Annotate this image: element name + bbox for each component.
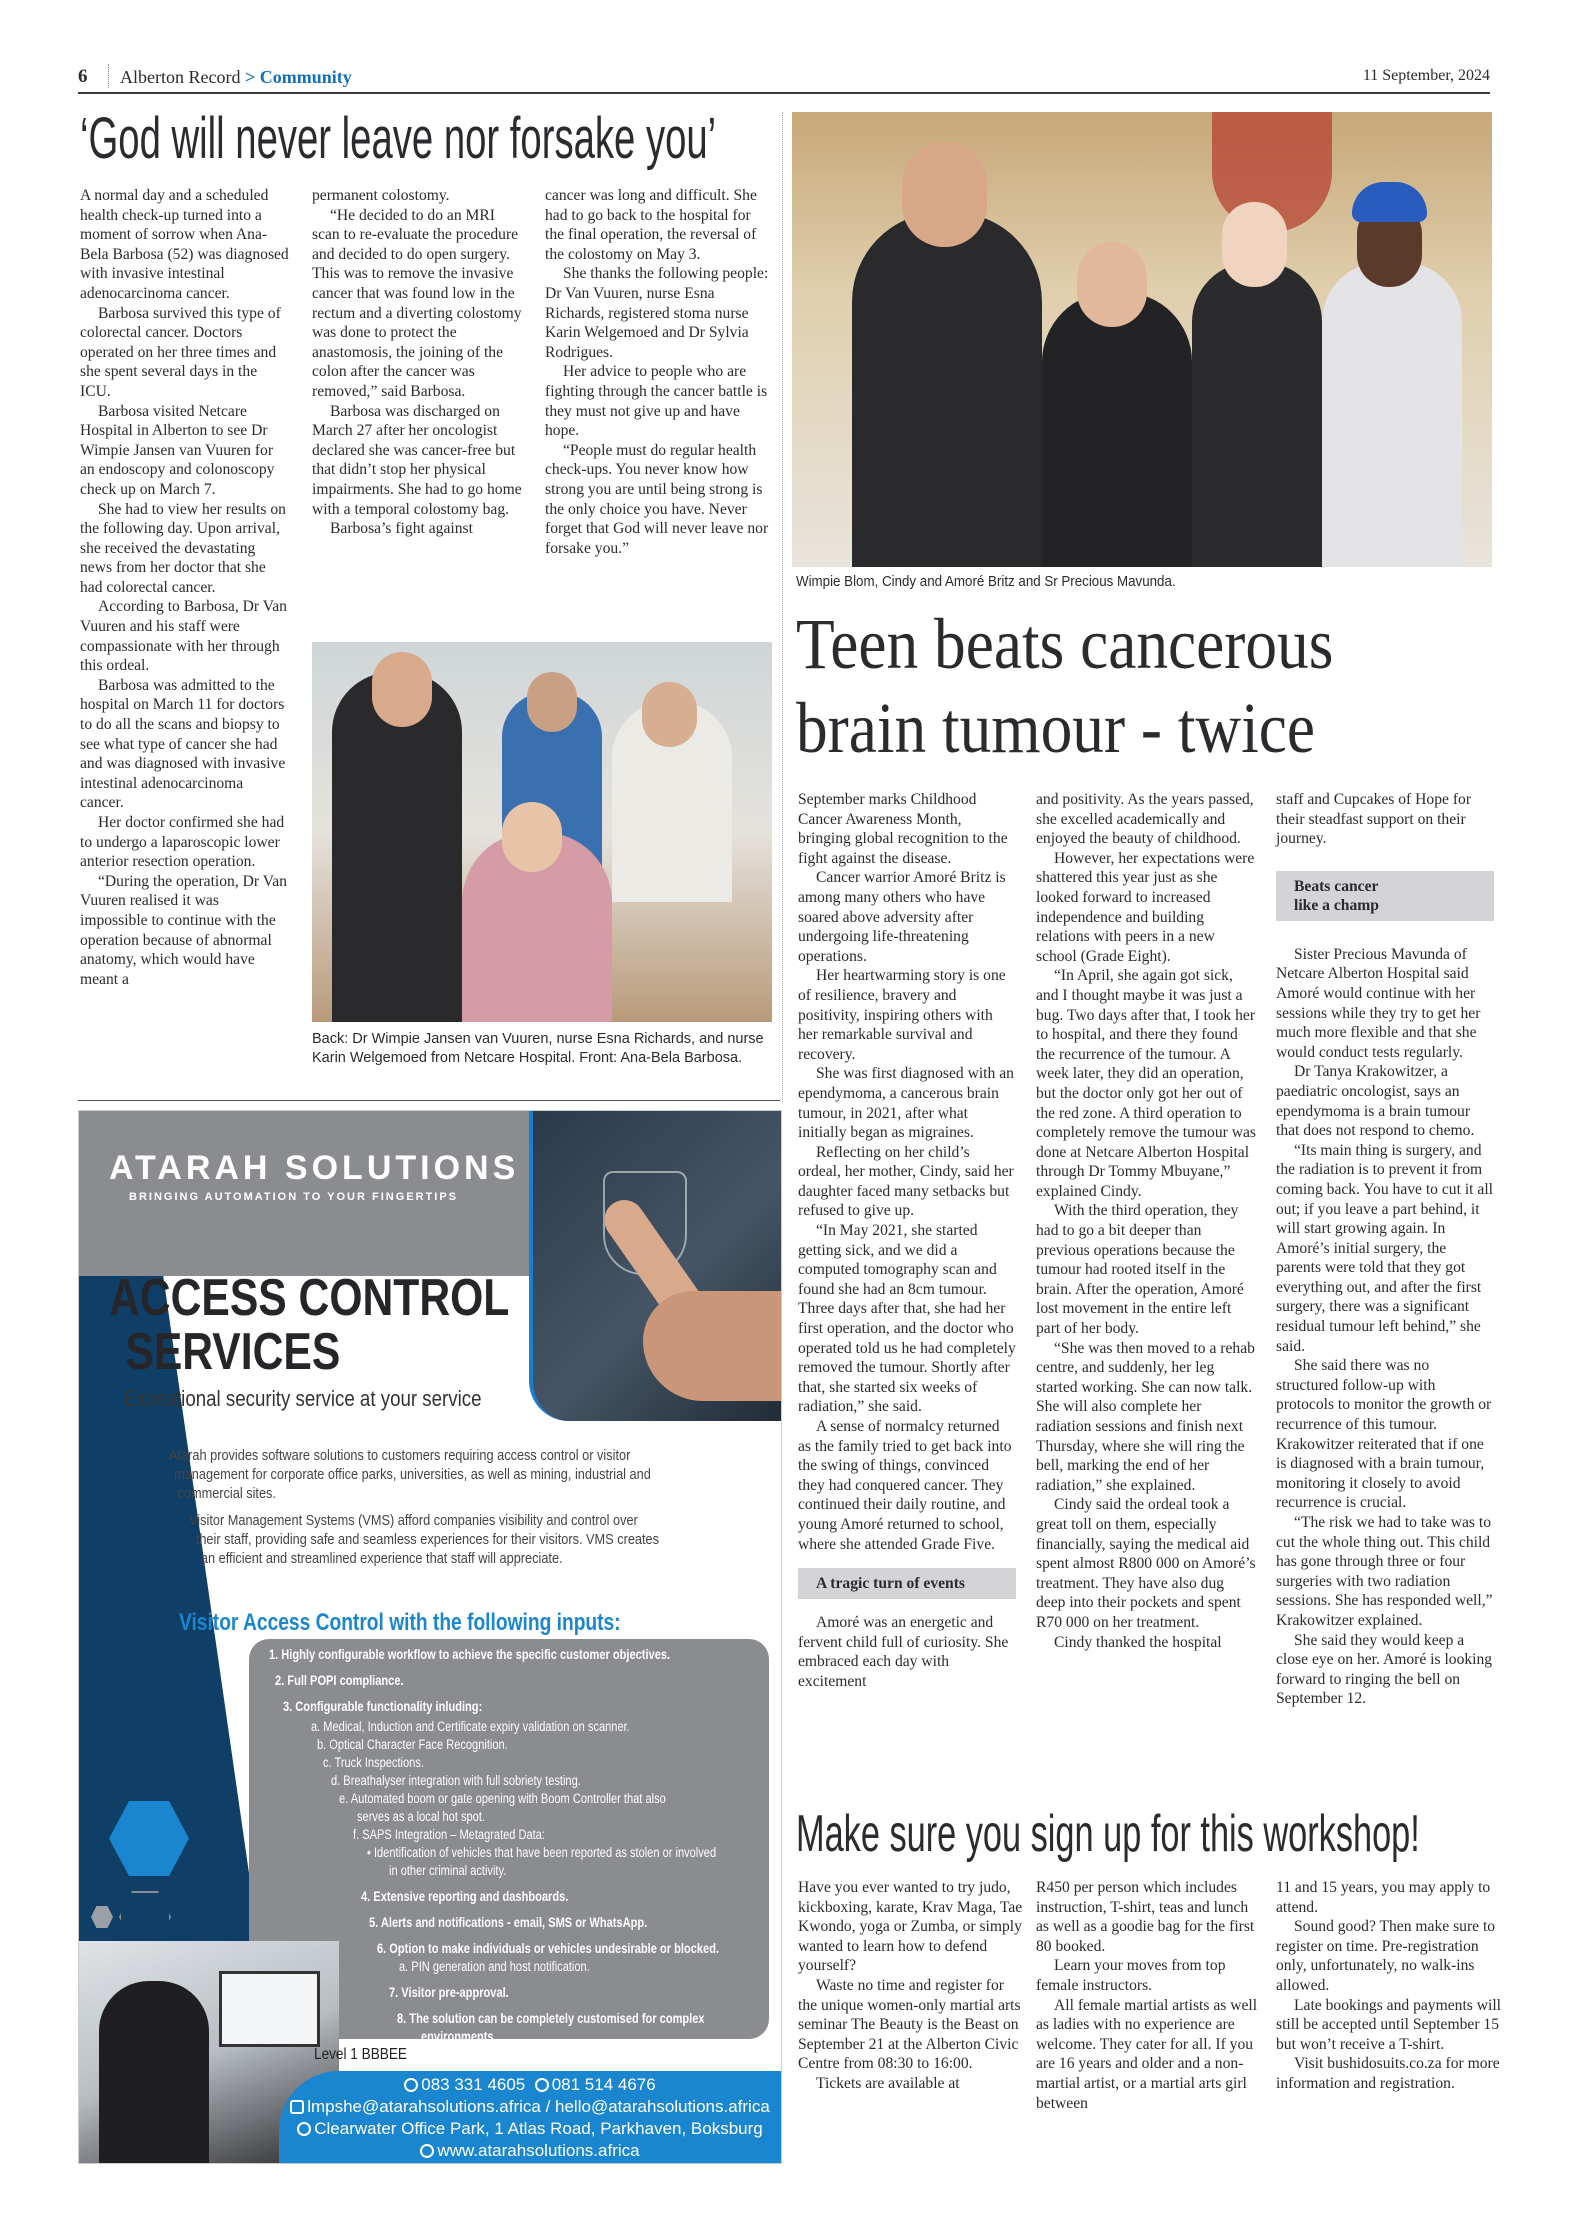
paragraph: Have you ever wanted to try judo, kickboxing, karate, Krav Maga, Tae Kwondo, yoga or Zumba, or simply wanted to learn how to defend yourself? <box>798 1879 1023 1975</box>
paragraph: “The risk we had to take was to cut the whole thing out. This child has gone through three or four surgeries with two radiation sessions. She has responded well,” Krakowitzer explained. <box>1276 1514 1493 1629</box>
article3-column-2 <box>1036 1878 1261 2113</box>
section-name[interactable]: Community <box>259 67 352 87</box>
ad-list-item: f. SAPS Integration – Metagrated Data: <box>353 1827 545 1842</box>
article3-column-3 <box>1276 1878 1501 2094</box>
paragraph: Reflecting on her child’s ordeal, her mother, Cindy, said her daughter faced many setbacks but refused to give up. <box>798 1143 1014 1220</box>
publication-breadcrumb <box>120 67 352 88</box>
ad-list-item: b. Optical Character Face Recognition. <box>317 1737 508 1752</box>
article1-photo <box>312 642 772 1022</box>
ad-title <box>109 1271 509 1379</box>
ad-address <box>279 2119 781 2139</box>
ad-p2-line: an efficient and streamlined experience that staff will appreciate. <box>200 1550 563 1567</box>
atarah-logo: ATARAH SOLUTIONS <box>109 1149 520 1187</box>
ad-subtitle: Exceptional security service at your service <box>124 1386 482 1411</box>
article1-column-2 <box>312 186 524 539</box>
bbbee-level: Level 1 BBBEE <box>314 2046 407 2063</box>
ad-p1-line: management for corporate office parks, universities, as well as mining, industrial and <box>174 1466 651 1483</box>
ad-p2-line: their staff, providing safe and seamless experiences for their visitors. VMS creates <box>195 1531 660 1548</box>
paragraph: Dr Tanya Krakowitzer, a paediatric oncologist, says an ependymoma is a brain tumour that does not respond to chemo. <box>1276 1063 1475 1140</box>
article2-column-1 <box>798 790 1016 1692</box>
ad-list-item: • Identification of vehicles that have been reported as stolen or involved <box>367 1845 717 1860</box>
person-shape <box>99 1981 209 2164</box>
fingerprint-hand-image <box>529 1111 782 1421</box>
header-divider <box>108 64 109 88</box>
phone-number[interactable]: 083 331 4605 <box>421 2075 526 2094</box>
ad-list-item: 8. The solution can be completely customised for complex <box>397 2011 705 2026</box>
ad-list-item: in other criminal activity. <box>389 1863 507 1878</box>
article2-headline-line2: brain tumour - twice <box>796 688 1316 768</box>
ad-emails <box>279 2097 781 2117</box>
paragraph: “People must do regular health check-ups. You never know how strong you are until being strong is the only choice you have. Never forget that God will never leave nor forsake you.” <box>545 441 769 557</box>
paragraph: cancer was long and difficult. She had to go back to the hospital for the final operation, the reversal of the colostomy on May 3. <box>545 187 757 263</box>
ad-list-item: 3. Configurable functionality inluding: <box>283 1699 483 1714</box>
ad-list-item: 7. Visitor pre-approval. <box>389 1985 509 2000</box>
ad-list-item: e. Automated boom or gate opening with Boom Controller that also <box>339 1791 666 1806</box>
paragraph: staff and Cupcakes of Hope for their steadfast support on their journey. <box>1276 791 1472 848</box>
paragraph: Barbosa survived this type of colorectal cancer. Doctors operated on her three times and she spent several days in the ICU. <box>80 304 281 400</box>
paragraph: Her doctor confirmed she had to undergo a laparoscopic lower anterior resection operation. <box>80 814 285 871</box>
article1-photo-caption: Back: Dr Wimpie Jansen van Vuuren, nurse Esna Richards, and nurse Karin Welgemoed from Netcare Hospital. Front: Ana-Bela Barbosa. <box>312 1031 764 1066</box>
paragraph: Waste no time and register for the unique women-only martial arts seminar The Beauty is the Beast on September 21 at the Alberton Civic Centre from 08:30 to 16:00. <box>798 1976 1021 2073</box>
ad-list-item: a. PIN generation and host notification. <box>399 1959 590 1974</box>
atarah-advert[interactable] <box>78 1110 782 2164</box>
subhead-line: like a champ <box>1294 896 1379 914</box>
paragraph: and positivity. As the years passed, she excelled academically and enjoyed the beauty of childhood. <box>1036 791 1254 848</box>
paragraph: She said there was no structured follow-up with protocols to monitor the growth or recurrence of this tumour. Krakowitzer reiterated that if one is diagnosed with a brain tumour, monitoring it closely to avoid recurrence is crucial. <box>1276 1357 1492 1512</box>
article1-column-3 <box>545 186 770 558</box>
column-divider <box>782 112 783 1102</box>
paragraph: However, her expectations were shattered this year just as she looked forward to increased independence and building relations with peers in a new school (Grade Eight). <box>1036 849 1255 965</box>
hand-shape <box>643 1291 782 1401</box>
paragraph: Barbosa’s fight against <box>330 520 473 538</box>
address-text: Clearwater Office Park, 1 Atlas Road, Parkhaven, Boksburg <box>314 2119 763 2138</box>
breadcrumb-separator: > <box>244 67 256 87</box>
paragraph: According to Barbosa, Dr Van Vuuren and his staff were compassionate with her through this ordeal. <box>80 598 287 675</box>
paragraph: A sense of normalcy returned as the family tried to get back into the swing of things, convinced they had conquered cancer. They continued their daily routine, and young Amoré returned to school, where she attended Grade Five. <box>798 1418 1012 1553</box>
ad-list-item: d. Breathalyser integration with full sobriety testing. <box>331 1773 581 1788</box>
paragraph: 11 and 15 years, you may apply to attend. <box>1276 1879 1491 1916</box>
article2-column-3 <box>1276 790 1494 1709</box>
phone-icon <box>404 2078 418 2092</box>
article2-photo <box>792 112 1492 567</box>
monitor-shape <box>219 1971 320 2047</box>
paragraph: September marks Childhood Cancer Awareness Month, bringing global recognition to the fight against the disease. <box>798 791 1008 867</box>
ad-contact-band <box>279 2071 781 2163</box>
ad-list-item: environments. <box>421 2029 497 2044</box>
subhead-beats-cancer <box>1276 871 1494 921</box>
paragraph: Sound good? Then make sure to register on time. Pre-registration only, unfortunately, no walk-ins allowed. <box>1276 1918 1496 1994</box>
email-addresses[interactable]: lmpshe@atarahsolutions.africa / hello@atarahsolutions.africa <box>307 2097 770 2116</box>
ad-list-item: a. Medical, Induction and Certificate expiry validation on scanner. <box>311 1719 630 1734</box>
article1-column-1 <box>80 186 290 989</box>
ad-title-line1: ACCESS CONTROL <box>109 1269 510 1327</box>
publication-name: Alberton Record <box>120 67 241 87</box>
paragraph: Amoré was an energetic and fervent child full of curiosity. She embraced each day with excitement <box>798 1614 1009 1690</box>
ad-list-item: 1. Highly configurable workflow to achieve the specific customer objectives. <box>269 1647 671 1662</box>
paragraph: Barbosa was admitted to the hospital on March 11 for doctors to do all the scans and biopsy to see what type of cancer she had and was diagnosed with invasive intestinal adenocarcinoma cancer. <box>80 676 286 812</box>
subhead-tragic-turn: A tragic turn of events <box>798 1568 1016 1599</box>
paragraph: “During the operation, Dr Van Vuuren realised it was impossible to continue with the operation because of abnormal anatomy, which would have meant a <box>80 872 287 988</box>
paragraph: permanent colostomy. <box>312 187 450 204</box>
paragraph: Barbosa was discharged on March 27 after her oncologist declared she was cancer-free but that didn’t stop her physical impairments. She had to go home with a temporal colostomy bag. <box>312 402 522 518</box>
email-icon <box>290 2100 304 2114</box>
website-link[interactable]: www.atarahsolutions.africa <box>437 2141 640 2160</box>
paragraph: Cancer warrior Amoré Britz is among many others who have soared above adversity after undergoing life-threatening operations. <box>798 869 1006 965</box>
ad-paragraph-2 <box>189 1511 659 1568</box>
paragraph: “She was then moved to a rehab centre, and suddenly, her leg started working. She can now talk. She will also complete her radiation sessions and finish next Thursday, where she will ring the bell, marking the end of her radiation,” she explained. <box>1036 1339 1255 1494</box>
paragraph: Learn your moves from top female instructors. <box>1036 1957 1226 1994</box>
article3-headline: Make sure you sign up for this workshop! <box>796 1805 1420 1863</box>
paragraph: She said they would keep a close eye on her. Amoré is looking forward to ringing the bell on September 12. <box>1276 1631 1493 1708</box>
ad-list-item: 5. Alerts and notifications - email, SMS or WhatsApp. <box>369 1915 648 1930</box>
paragraph: “In May 2021, she started getting sick, and we did a computed tomography scan and found she had an 8cm tumour. Three days after that, she had her first operation, and the doctor who operated told us he had completely removed the tumour. Shortly after that, she started six weeks of radiation,” she said. <box>798 1222 1016 1416</box>
paragraph: A normal day and a scheduled health check-up turned into a moment of sorrow when Ana-Bela Barbosa (52) was diagnosed with invasive intestinal adenocarcinoma cancer. <box>80 187 289 302</box>
ad-p1-line: commercial sites. <box>177 1485 276 1502</box>
article2-column-2 <box>1036 790 1256 1652</box>
article2-headline-line1: Teen beats cancerous <box>796 604 1334 684</box>
ad-phones <box>279 2075 781 2095</box>
ad-list-item: 6. Option to make individuals or vehicles undesirable or blocked. <box>377 1941 720 1956</box>
paragraph: R450 per person which includes instruction, T-shirt, teas and lunch as well as a goodie bag for the first 80 booked. <box>1036 1879 1255 1955</box>
ad-paragraph-1 <box>169 1446 651 1503</box>
paragraph: Barbosa visited Netcare Hospital in Alberton to see Dr Wimpie Jansen van Vuuren for an endoscopy and colonoscopy check up on March 7. <box>80 402 275 498</box>
paragraph: Cindy thanked the hospital <box>1054 1633 1222 1651</box>
whatsapp-number[interactable]: 081 514 4676 <box>551 2075 656 2094</box>
article1-headline: ‘God will never leave nor forsake you’ <box>80 106 717 171</box>
article3-column-1 <box>798 1878 1023 2094</box>
ad-title-line2: SERVICES <box>125 1323 341 1381</box>
paragraph: “Its main thing is surgery, and the radiation is to prevent it from coming back. You have to cut it all out; if you leave a part behind, it will start growing again. In Amoré’s initial surgery, the parents were told that they got everything out, and after the first surgery, there was a significant residual tumour left behind,” she said. <box>1276 1141 1493 1355</box>
ad-list-item: serves as a local hot spot. <box>357 1809 485 1824</box>
ad-list-item: 2. Full POPI compliance. <box>275 1673 404 1688</box>
article2-headline <box>796 602 1333 770</box>
paragraph: Her advice to people who are fighting through the cancer battle is they must not give up and have hope. <box>545 363 768 440</box>
whatsapp-icon <box>535 2078 549 2092</box>
ad-p2-line: Visitor Management Systems (VMS) afford companies visibility and control over <box>189 1512 638 1529</box>
paragraph: She thanks the following people: Dr Van Vuuren, nurse Esna Richards, registered stoma nurse Karin Welgemoed and Dr Sylvia Rodrigues. <box>545 265 769 361</box>
paragraph: All female martial artists as well as ladies with no experience are welcome. They cater for all. If you are 16 years and older and a non-martial artist, or a martial arts girl between <box>1036 1996 1258 2112</box>
paragraph: “He decided to do an MRI scan to re-evaluate the procedure and decided to do open surgery. This was to remove the invasive cancer that was found low in the rectum and a diverting colostomy was done to protect the anastomosis, the joining of the colon after the cancer was removed,” said Barbosa. <box>312 206 522 400</box>
paragraph: With the third operation, they had to go a bit deeper than previous operations because the tumour had rooted itself in the brain. After the operation, Amoré lost movement in the entire left part of her body. <box>1036 1202 1244 1338</box>
globe-icon <box>420 2144 434 2158</box>
issue-date: 11 September, 2024 <box>1362 67 1490 84</box>
article2-photo-caption: Wimpie Blom, Cindy and Amoré Britz and Sr Precious Mavunda. <box>796 574 1176 590</box>
page-header <box>78 62 1490 94</box>
ad-p1-line: Atarah provides software solutions to customers requiring access control or visitor <box>169 1447 631 1464</box>
ad-list-item: c. Truck Inspections. <box>323 1755 424 1770</box>
paragraph: Visit bushidosuits.co.za for more information and registration. <box>1276 2055 1500 2092</box>
ad-list-item: 4. Extensive reporting and dashboards. <box>361 1889 569 1904</box>
ad-website <box>279 2141 781 2161</box>
paragraph: She was first diagnosed with an ependymoma, a cancerous brain tumour, in 2021, after what initially began as migraines. <box>798 1065 1014 1142</box>
paragraph: Late bookings and payments will still be accepted until September 15 but won’t receive a T-shirt. <box>1276 1996 1502 2053</box>
paragraph: She had to view her results on the following day. Upon arrival, she received the devastating news from her doctor that she had colorectal cancer. <box>80 500 286 596</box>
paragraph: Tickets are available at <box>816 2074 960 2092</box>
paragraph: Sister Precious Mavunda of Netcare Alberton Hospital said Amoré would continue with her sessions while they try to get her much more flexible and that she would conduct tests regularly. <box>1276 945 1481 1061</box>
atarah-tagline: BRINGING AUTOMATION TO YOUR FINGERTIPS <box>129 1191 459 1203</box>
ad-list-heading: Visitor Access Control with the following inputs: <box>179 1609 621 1636</box>
paragraph: Her heartwarming story is one of resilience, bravery and positivity, inspiring others with her remarkable survival and recovery. <box>798 967 1006 1063</box>
paragraph: “In April, she again got sick, and I thought maybe it was just a bug. Two days after that, I took her to hospital, and there they found the recurrence of the tumour. A week later, they did an operation, but the doctor only got her out of the red zone. A third operation to completely remove the tumour was done at Netcare Alberton Hospital through Dr Tommy Mbuyane,” explained Cindy. <box>1036 967 1256 1200</box>
section-divider <box>78 1100 780 1101</box>
location-pin-icon <box>297 2122 311 2136</box>
page-number: 6 <box>78 66 88 87</box>
subhead-line: Beats cancer <box>1294 877 1379 895</box>
paragraph: Cindy said the ordeal took a great toll on them, especially financially, saying the medical aid spent almost R800 000 on Amoré’s treatment. They have also dug deep into their pockets and spent R70 000 on her treatment. <box>1036 1496 1256 1631</box>
